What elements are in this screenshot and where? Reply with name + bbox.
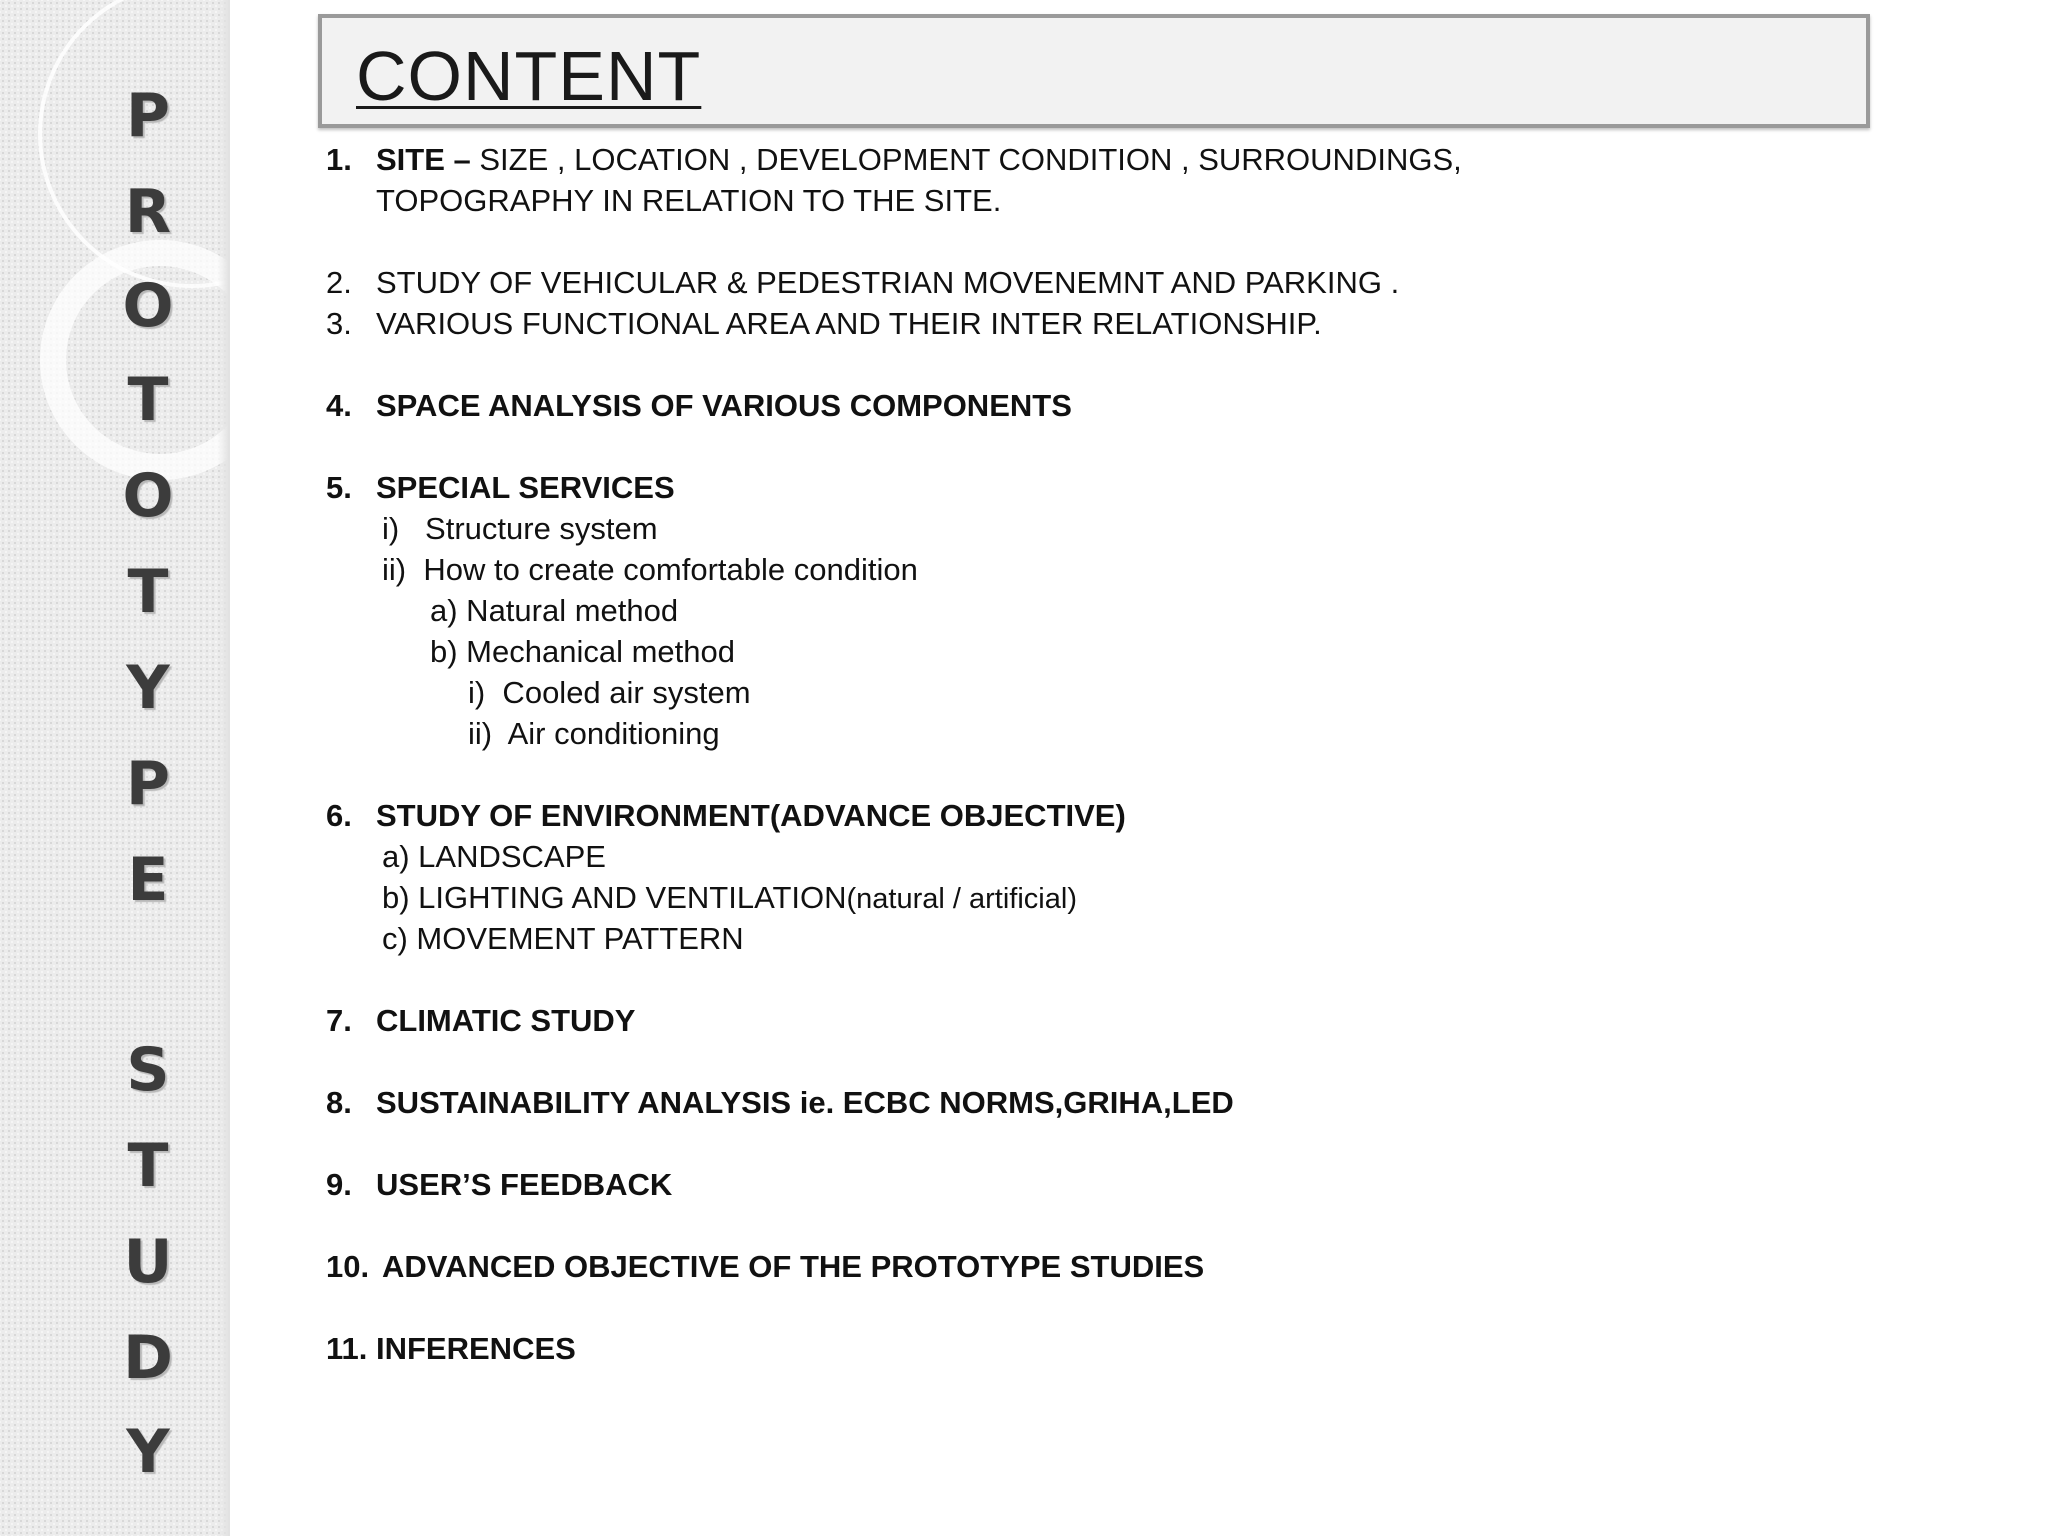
list-number: 2. — [326, 265, 352, 300]
vertical-letter: S — [126, 1035, 170, 1105]
list-item: SPECIAL SERVICES — [376, 470, 675, 505]
vertical-letter: P — [126, 749, 170, 819]
vertical-letter: Y — [126, 653, 170, 723]
sidebar-decoration — [0, 0, 230, 1536]
list-item: SUSTAINABILITY ANALYSIS ie. ECBC NORMS,GRIHA,LED — [376, 1085, 1234, 1120]
vertical-letter: O — [122, 461, 174, 531]
vertical-letter: T — [127, 365, 169, 435]
list-item: USER’S FEEDBACK — [376, 1167, 673, 1202]
sub-item: ii) Air conditioning — [468, 716, 720, 751]
list-number: 7. — [326, 1003, 352, 1038]
list-number: 11. — [326, 1331, 368, 1366]
list-number: 10. — [326, 1249, 370, 1284]
list-number: 8. — [326, 1085, 352, 1120]
vertical-letter: T — [127, 1131, 169, 1201]
sub-item: i) Cooled air system — [468, 675, 751, 710]
list-number: 3. — [326, 306, 352, 341]
list-item: STUDY OF VEHICULAR & PEDESTRIAN MOVENEMNT AND PARKING . — [376, 265, 1400, 300]
sub-item: a) Natural method — [430, 593, 679, 628]
list-item: CLIMATIC STUDY — [376, 1003, 636, 1038]
vertical-letter: R — [124, 177, 172, 247]
list-number: 1. — [326, 142, 352, 177]
sub-item: a) LANDSCAPE — [382, 839, 606, 874]
list-number: 9. — [326, 1167, 352, 1202]
list-item-text: SIZE , LOCATION , DEVELOPMENT CONDITION , SURROUNDINGS, — [470, 142, 1462, 177]
list-item: VARIOUS FUNCTIONAL AREA AND THEIR INTER RELATIONSHIP. — [376, 306, 1322, 341]
vertical-letter: P — [126, 81, 170, 151]
vertical-letter: E — [127, 845, 169, 915]
list-number: 5. — [326, 470, 352, 505]
sub-item: b) Mechanical method — [430, 634, 735, 669]
sub-item: ii) How to create comfortable condition — [382, 552, 918, 587]
vertical-title — [0, 0, 228, 1536]
list-item-text: TOPOGRAPHY IN RELATION TO THE SITE. — [376, 183, 1002, 218]
sub-item: c) MOVEMENT PATTERN — [382, 921, 744, 956]
list-number: 4. — [326, 388, 352, 423]
page-title: CONTENT — [356, 37, 702, 115]
list-item: STUDY OF ENVIRONMENT(ADVANCE OBJECTIVE) — [376, 798, 1126, 833]
sub-item: b) LIGHTING AND VENTILATION(natural / artificial) — [382, 880, 1077, 915]
vertical-letter: D — [123, 1323, 173, 1393]
list-item: ADVANCED OBJECTIVE OF THE PROTOTYPE STUDIES — [382, 1249, 1205, 1284]
vertical-letter: Y — [126, 1417, 170, 1487]
list-item: SPACE ANALYSIS OF VARIOUS COMPONENTS — [376, 388, 1072, 423]
vertical-letter: T — [127, 557, 169, 627]
vertical-letter: U — [123, 1227, 173, 1297]
list-number: 6. — [326, 798, 352, 833]
vertical-letter: O — [122, 271, 174, 341]
list-item — [376, 140, 1462, 180]
sub-item: i) Structure system — [382, 511, 658, 546]
list-item-heading: SITE – — [376, 142, 471, 177]
list-item: INFERENCES — [376, 1331, 576, 1366]
